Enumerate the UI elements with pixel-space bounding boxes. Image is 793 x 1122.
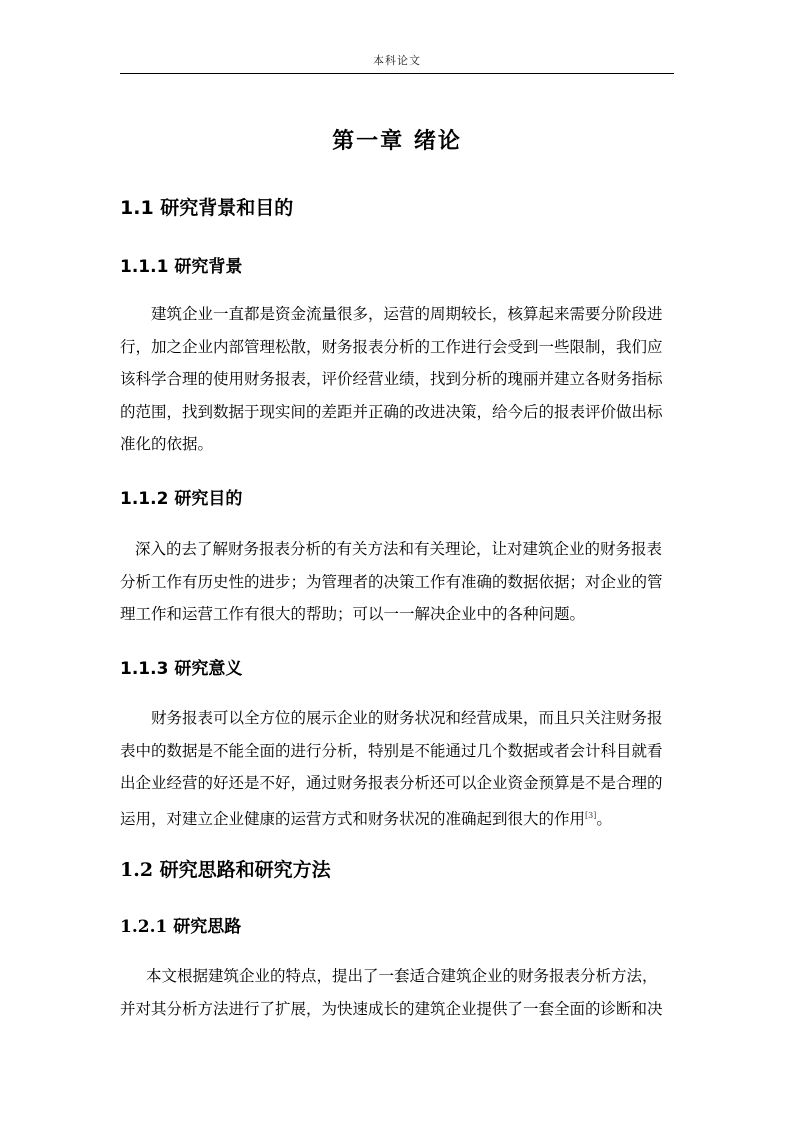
paragraph-line: 分析工作有历史性的进步；为管理者的决策工作有准确的数据依据；对企业的管 — [120, 572, 663, 591]
header-rule — [120, 73, 674, 74]
paragraph-research-background — [120, 298, 676, 461]
paragraph-line: 的范围，找到数据于现实间的差距并正确的改进决策，给今后的报表评价做出标 — [120, 402, 663, 421]
chapter-title: 第一章 绪论 — [332, 129, 462, 154]
paragraph-line: 本文根据建筑企业的特点，提出了一套适合建筑企业的财务报表分析方法， — [146, 967, 658, 985]
subsection-heading-1-1-3: 1.1.3 研究意义 — [120, 659, 243, 679]
paragraph-line: 深入的去了解财务报表分析的有关方法和有关理论，让对建筑企业的财务报表 — [135, 540, 663, 558]
paragraph-line: 财务报表可以全方位的展示企业的财务状况和经营成果，而且只关注财务报 — [151, 709, 663, 727]
paragraph-line: 建筑企业一直都是资金流量很多，运营的周期较长，核算起来需要分阶段进 — [151, 305, 663, 323]
paragraph-line-text: 运用，对建立企业健康的运营方式和财务状况的准确起到很大的作用 — [120, 809, 586, 828]
paragraph-research-approach — [120, 960, 676, 1025]
subsection-heading-1-1-1: 1.1.1 研究背景 — [120, 257, 243, 277]
paragraph-line: 理工作和运营工作有很大的帮助；可以一一解决企业中的各种问题。 — [120, 605, 586, 623]
paragraph-line: 准化的依据。 — [120, 435, 214, 453]
paragraph-line: 行，加之企业内部管理松散，财务报表分析的工作进行会受到一些限制，我们应 — [120, 337, 663, 356]
paragraph-line: 该科学合理的使用财务报表，评价经营业绩，找到分析的瑰丽并建立各财务指标 — [120, 370, 663, 388]
subsection-heading-1-1-2: 1.1.2 研究目的 — [120, 489, 243, 509]
paragraph-line: 表中的数据是不能全面的进行分析，特别是不能通过几个数据或者会计科目就看 — [120, 741, 663, 760]
subsection-heading-1-2-1: 1.2.1 研究思路 — [120, 917, 242, 937]
paragraph-line: 出企业经营的好还是不好，通过财务报表分析还可以企业资金预算是不是合理的 — [120, 774, 663, 792]
running-header: 本科论文 — [373, 54, 421, 67]
end-punctuation: 。 — [596, 809, 612, 828]
paragraph-research-significance — [120, 702, 676, 835]
paragraph-research-purpose — [120, 533, 676, 631]
paragraph-line-last — [120, 800, 676, 836]
section-heading-1-1: 1.1 研究背景和目的 — [120, 197, 294, 219]
section-heading-1-2: 1.2 研究思路和研究方法 — [120, 859, 331, 881]
paragraph-line: 并对其分析方法进行了扩展，为快速成长的建筑企业提供了一套全面的诊断和决 — [120, 999, 663, 1018]
citation-marker[interactable]: [3] — [585, 810, 597, 820]
